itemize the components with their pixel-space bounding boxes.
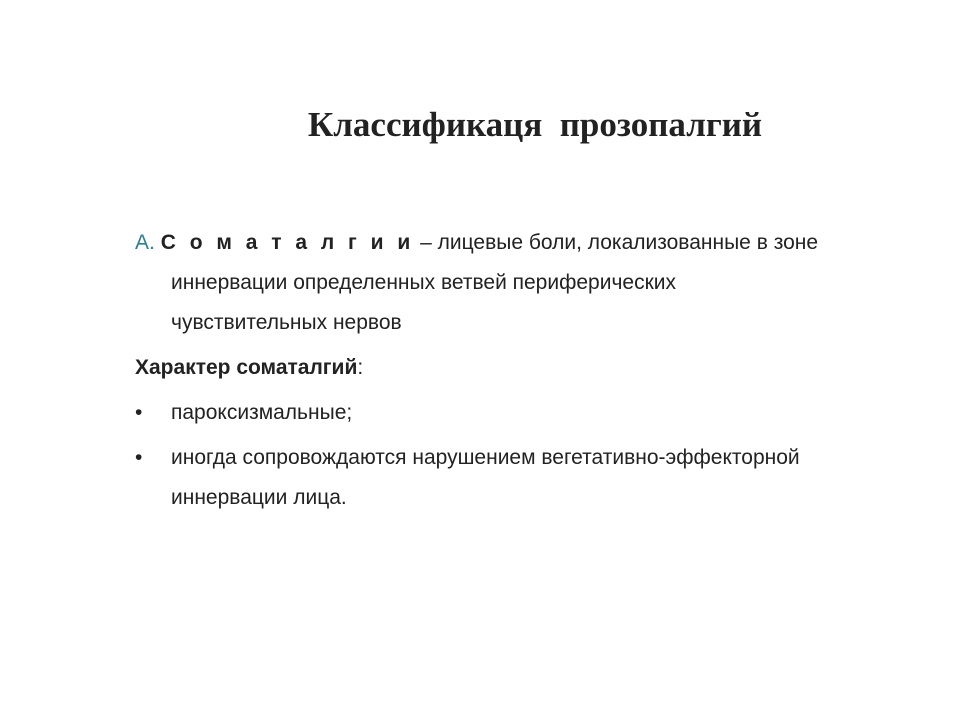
bullet-text-line-2: иннервации лица. [171, 486, 347, 509]
character-colon: : [357, 356, 364, 379]
bullet-text [171, 438, 911, 518]
definition-paragraph [135, 223, 855, 343]
definition-line-3: чувствительных нервов [171, 311, 402, 334]
definition-line-2: иннервации определенных ветвей периферических [171, 271, 676, 294]
bullet-text: пароксизмальные; [171, 401, 353, 424]
bullet-text-line-1: иногда сопровождаются нарушением вегетативно-эффекторной [171, 446, 800, 469]
slide-title: Классификаця прозопалгий [307, 105, 763, 144]
bullet-icon: • [135, 401, 143, 424]
definition-line-1 [135, 223, 855, 263]
character-heading: Характер соматалгий [135, 356, 358, 379]
definition-marker: А. [135, 231, 155, 254]
bullet-icon: • [135, 446, 143, 469]
definition-term: С о м а т а л г и и [160, 231, 415, 254]
definition-text-1: – лицевые боли, локализованные в зоне [414, 231, 819, 254]
character-heading-row [135, 348, 363, 388]
